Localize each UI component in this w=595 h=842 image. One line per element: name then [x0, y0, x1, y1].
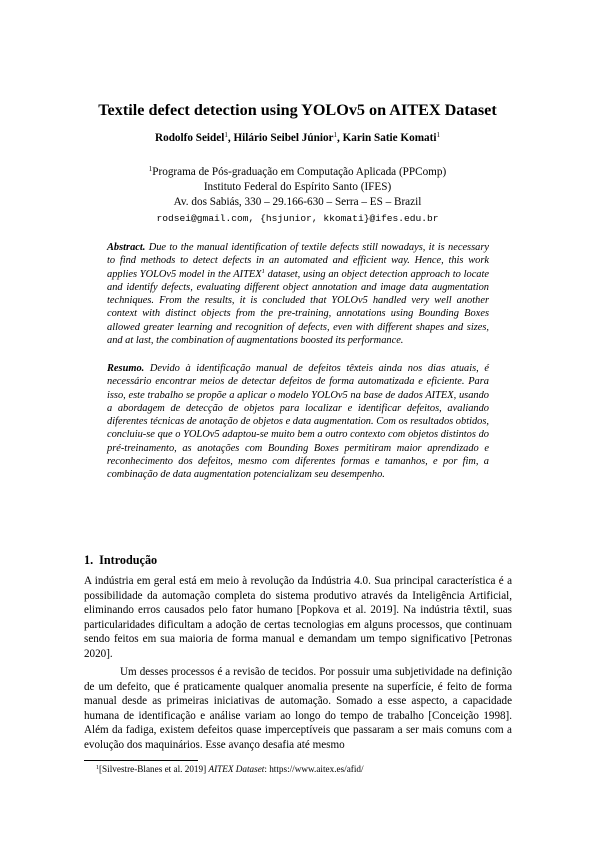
paper-title: Textile defect detection using YOLOv5 on AITEX Dataset [98, 101, 497, 119]
author-name: Hilário Seibel Júnior [233, 132, 334, 144]
author-separator: , [337, 132, 343, 144]
resumo-label: Resumo. [107, 363, 145, 374]
body-paragraph: A indústria em geral está em meio à revolução da Indústria 4.0. Sua principal característica é a possibilidade da automação completa do sistema produtivo através da Inteligência Artificial, eliminando erros causados pelo fator humano [Popkova et al. 2019]. Na indústria têxtil, suas particularidades dificultam a adoção de certas tecnologias em alguns processos, que continuam sendo feitos em sua maioria de forma manual e demandam um tempo significativo [Petronas 2020]. [84, 575, 512, 660]
section-title: Introdução [99, 553, 158, 567]
affiliation-mark: 1 [224, 131, 228, 139]
affiliation-block [0, 162, 595, 210]
author-list [0, 131, 595, 144]
author-name: Karin Satie Komati [342, 132, 437, 144]
abstract-english [107, 241, 489, 347]
section-number: 1. [84, 553, 94, 567]
affiliation-mark: 1 [148, 165, 153, 173]
affiliation-mark: 1 [333, 131, 338, 139]
footnote [96, 764, 364, 774]
abstract-portuguese [107, 362, 489, 482]
affiliation-mark: 1 [436, 131, 440, 139]
section-heading [84, 553, 157, 568]
footnote-mark: 1 [96, 765, 99, 771]
resumo-text: Devido à identificação manual de defeitos têxteis ainda nos dias atuais, é necessário encontrar meios de detectar defeitos de forma automatizada e eficiente. Para isso, este trabalho se propõe a aplicar o modelo YOLOv5 na base de dados AITEX, usando a abordagem de detecção de objetos para localizar e identificar defeitos, avaliando diferentes técnicas de anotação de objetos e data augmentation. Com os resultados obtidos, concluiu-se que o YOLOv5 adaptou-se muito bem a outro contexto com objetos distintos do pré-treinamento, as anotações com Bounding Boxes permitiram maior aprendizado e reconhecimento dos defeitos, mesmo com diferentes formas e tamanhos, e por fim, a combinação de data augmentation potencializam seu desempenho. [107, 363, 489, 481]
author-emails: rodsei@gmail.com, {hsjunior, kkomati}@ifes.edu.br [156, 213, 439, 224]
author-separator: , [227, 132, 234, 144]
affiliation-line: Instituto Federal do Espírito Santo (IFES) [203, 181, 392, 193]
footnote-url[interactable]: : https://www.aitex.es/afid/ [264, 764, 364, 774]
footnote-mark[interactable]: 1 [261, 267, 265, 275]
abstract-label: Abstract. [107, 242, 146, 253]
body-paragraph: Um desses processos é a revisão de tecidos. Por possuir uma subjetividade na definição de um defeito, que é praticamente qualquer anomalia presente na superfície, é feito de forma manual desde as primeiras iniciativas de automação. Somado a esse aspecto, a capacidade humana de identificação e análise variam ao longo do tempo de trabalho [Conceição 1998]. Além da fadiga, existem defeitos quase imperceptíveis que passaram a ser mais comuns com a evolução dos maquinários. Esse avanço desafia até mesmo [84, 666, 512, 751]
footnote-dataset: AITEX Dataset [208, 764, 265, 774]
abstract-text: dataset, using an object detection approach to locate and identify defects, evaluating different object annotation and image data augmentation techniques. From the results, it is concluded that YOLOv5 handled very well another context with distinct objects from the pre-training, annotations using Bounding Boxes allowed greater learning and recognition of defects, even with different shapes and sizes, and at last, the combination of augmentations boosted its performance. [107, 268, 490, 347]
footnote-rule [84, 760, 198, 761]
abstract-text: Due to the manual identification of textile defects still nowadays, it is necessary to find methods to detect defects in an automated and efficient way. Hence, this work applies YOLOv5 model in the AITEX [107, 242, 489, 280]
affiliation-line: Av. dos Sabiás, 330 – 29.166-630 – Serra – ES – Brazil [173, 196, 422, 208]
affiliation-line: $^1$Programa de Pós-graduação em Computação Aplicada (PPComp) [148, 165, 447, 178]
author-name: Rodolfo Seidel [155, 132, 225, 144]
footnote-citation: [Silvestre-Blanes et al. 2019] [99, 764, 207, 774]
